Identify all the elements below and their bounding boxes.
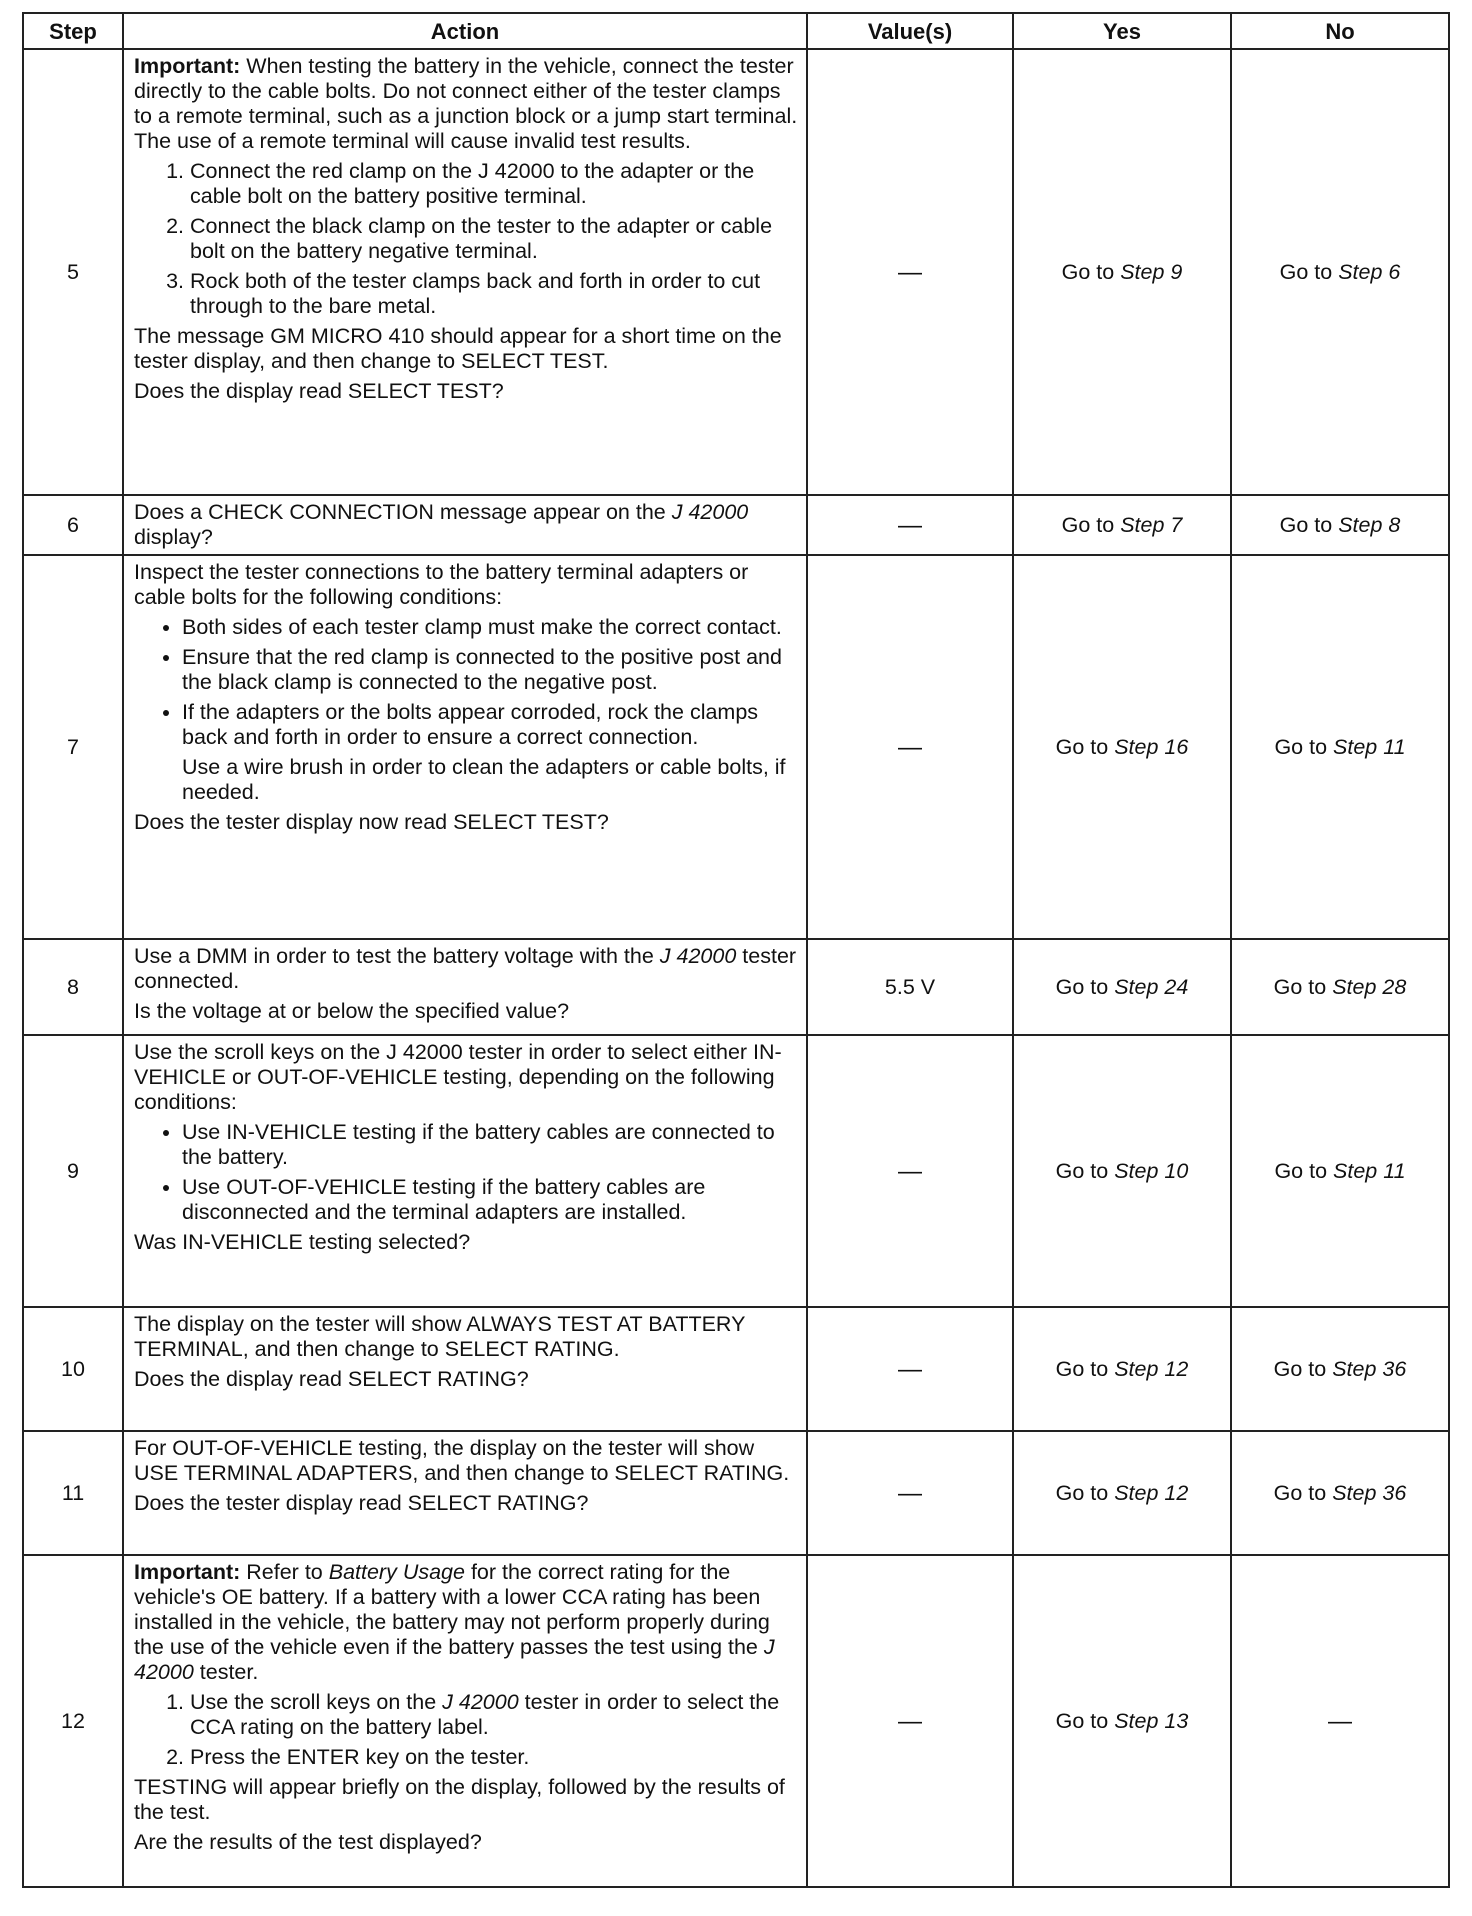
no-cell: Go to Step 6: [1231, 49, 1449, 495]
no-cell: Go to Step 36: [1231, 1431, 1449, 1555]
action-cell: [123, 1555, 807, 1887]
no-cell: Go to Step 28: [1231, 939, 1449, 1035]
yes-cell: Go to Step 13: [1013, 1555, 1231, 1887]
important-note: Important: Refer to Battery Usage for the correct rating for the vehicle's OE battery. If a battery with a lower CCA rating has been installed in the vehicle, the battery may not perform properly during the use of the vehicle even if the battery passes the test using the J 42000 tester.: [134, 1560, 775, 1684]
diagnostic-table: [22, 12, 1450, 1888]
list-item: 2. Connect the black clamp on the tester to the adapter or cable bolt on the battery negative terminal.: [190, 214, 798, 264]
list-item: • Use IN-VEHICLE testing if the battery cables are connected to the battery.: [182, 1120, 798, 1170]
action-cell: [123, 495, 807, 555]
yes-step-link: Step 12: [1114, 1480, 1189, 1505]
yes-step-link: Step 24: [1114, 974, 1189, 999]
important-note: Important: When testing the battery in the vehicle, connect the tester directly to the cable bolts. Do not connect either of the tester clamps to a remote terminal, such as a junction block or a jump start terminal. The use of a remote terminal will cause invalid test results.: [134, 54, 798, 153]
action-intro: Use the scroll keys on the J 42000 tester in order to select either IN-VEHICLE or OUT-OF-VEHICLE testing, depending on the following conditions:: [134, 1040, 782, 1114]
step-number: 7: [23, 555, 123, 939]
yes-cell: Go to Step 7: [1013, 495, 1231, 555]
no-step-link: Step 11: [1333, 734, 1406, 759]
yes-step-link: Step 16: [1114, 734, 1189, 759]
action-intro: For OUT-OF-VEHICLE testing, the display on the tester will show USE TERMINAL ADAPTERS, and then change to SELECT RATING.: [134, 1436, 790, 1485]
value-cell: 5.5 V: [807, 939, 1013, 1035]
value-cell: —: [807, 555, 1013, 939]
table-row: [23, 555, 1449, 939]
step-number: 5: [23, 49, 123, 495]
header-values: Value(s): [807, 13, 1013, 49]
table-row: [23, 1035, 1449, 1307]
action-note: TESTING will appear briefly on the display, followed by the results of the test.: [134, 1775, 785, 1824]
table-row: [23, 1307, 1449, 1431]
action-intro: Inspect the tester connections to the battery terminal adapters or cable bolts for the following conditions:: [134, 560, 749, 609]
no-step-link: Step 28: [1332, 974, 1407, 999]
numbered-list: [134, 1690, 798, 1770]
list-item: 3. Rock both of the tester clamps back and forth in order to cut through to the bare metal.: [190, 269, 798, 319]
table-header-row: [23, 13, 1449, 49]
value-cell: —: [807, 1431, 1013, 1555]
step-number: 6: [23, 495, 123, 555]
yes-step-link: Step 7: [1120, 512, 1183, 537]
action-question: Does a CHECK CONNECTION message appear on the J 42000 display?: [134, 500, 749, 549]
action-cell: [123, 49, 807, 495]
action-cell: [123, 939, 807, 1035]
action-cell: [123, 1431, 807, 1555]
header-yes: Yes: [1013, 13, 1231, 49]
value-cell: —: [807, 1307, 1013, 1431]
action-question: Does the tester display now read SELECT TEST?: [134, 810, 609, 834]
no-step-link: Step 8: [1338, 512, 1401, 537]
action-question: Is the voltage at or below the specified value?: [134, 999, 570, 1023]
list-item: 1. Use the scroll keys on the J 42000 tester in order to select the CCA rating on the battery label.: [190, 1690, 798, 1740]
table-row: [23, 495, 1449, 555]
header-no: No: [1231, 13, 1449, 49]
table-row: [23, 1431, 1449, 1555]
table-row: [23, 49, 1449, 495]
action-question: Does the tester display read SELECT RATING?: [134, 1491, 589, 1515]
step-number: 10: [23, 1307, 123, 1431]
action-cell: [123, 555, 807, 939]
yes-cell: Go to Step 12: [1013, 1431, 1231, 1555]
step-number: 9: [23, 1035, 123, 1307]
action-question: Was IN-VEHICLE testing selected?: [134, 1230, 471, 1254]
yes-step-link: Step 10: [1114, 1158, 1189, 1183]
action-cell: [123, 1307, 807, 1431]
no-step-link: Step 11: [1333, 1158, 1406, 1183]
yes-cell: Go to Step 10: [1013, 1035, 1231, 1307]
action-cell: [123, 1035, 807, 1307]
list-item: 2. Press the ENTER key on the tester.: [190, 1745, 798, 1770]
yes-step-link: Step 13: [1114, 1708, 1189, 1733]
value-cell: —: [807, 1555, 1013, 1887]
yes-step-link: Step 9: [1120, 259, 1183, 284]
table-row: [23, 1555, 1449, 1887]
action-question: Does the display read SELECT TEST?: [134, 379, 504, 403]
bullet-list: [134, 1120, 798, 1225]
list-item: • Ensure that the red clamp is connected to the positive post and the black clamp is connected to the negative post.: [182, 645, 798, 695]
no-step-link: Step 6: [1338, 259, 1401, 284]
no-cell: Go to Step 11: [1231, 1035, 1449, 1307]
no-cell: Go to Step 36: [1231, 1307, 1449, 1431]
action-subnote: Use a wire brush in order to clean the adapters or cable bolts, if needed.: [182, 755, 786, 804]
list-item: • Use OUT-OF-VEHICLE testing if the battery cables are disconnected and the terminal adapters are installed.: [182, 1175, 798, 1225]
step-number: 11: [23, 1431, 123, 1555]
step-number: 8: [23, 939, 123, 1035]
list-item: 1. Connect the red clamp on the J 42000 to the adapter or the cable bolt on the battery positive terminal.: [190, 159, 798, 209]
numbered-list: [134, 159, 798, 319]
value-cell: —: [807, 495, 1013, 555]
list-item: • If the adapters or the bolts appear corroded, rock the clamps back and forth in order to ensure a correct connection. Use a wire brush in order to clean the adapters or cable bolts, if needed.: [182, 700, 798, 805]
table-row: [23, 939, 1449, 1035]
diagnostic-table-page: [22, 12, 1448, 1888]
header-action: Action: [123, 13, 807, 49]
action-intro: The display on the tester will show ALWAYS TEST AT BATTERY TERMINAL, and then change to SELECT RATING.: [134, 1312, 746, 1361]
no-cell: Go to Step 11: [1231, 555, 1449, 939]
yes-step-link: Step 12: [1114, 1356, 1189, 1381]
bullet-list: [134, 615, 798, 805]
yes-cell: Go to Step 16: [1013, 555, 1231, 939]
action-note: The message GM MICRO 410 should appear for a short time on the tester display, and then change to SELECT TEST.: [134, 324, 782, 373]
action-question: Does the display read SELECT RATING?: [134, 1367, 529, 1391]
yes-cell: Go to Step 12: [1013, 1307, 1231, 1431]
yes-cell: Go to Step 24: [1013, 939, 1231, 1035]
step-number: 12: [23, 1555, 123, 1887]
value-cell: —: [807, 1035, 1013, 1307]
no-cell: Go to Step 8: [1231, 495, 1449, 555]
yes-cell: Go to Step 9: [1013, 49, 1231, 495]
list-item: • Both sides of each tester clamp must make the correct contact.: [182, 615, 798, 640]
action-intro: Use a DMM in order to test the battery voltage with the J 42000 tester connected.: [134, 944, 797, 993]
action-question: Are the results of the test displayed?: [134, 1830, 482, 1854]
value-cell: —: [807, 49, 1013, 495]
header-step: Step: [23, 13, 123, 49]
no-step-link: Step 36: [1332, 1480, 1407, 1505]
no-cell: —: [1231, 1555, 1449, 1887]
no-step-link: Step 36: [1332, 1356, 1407, 1381]
